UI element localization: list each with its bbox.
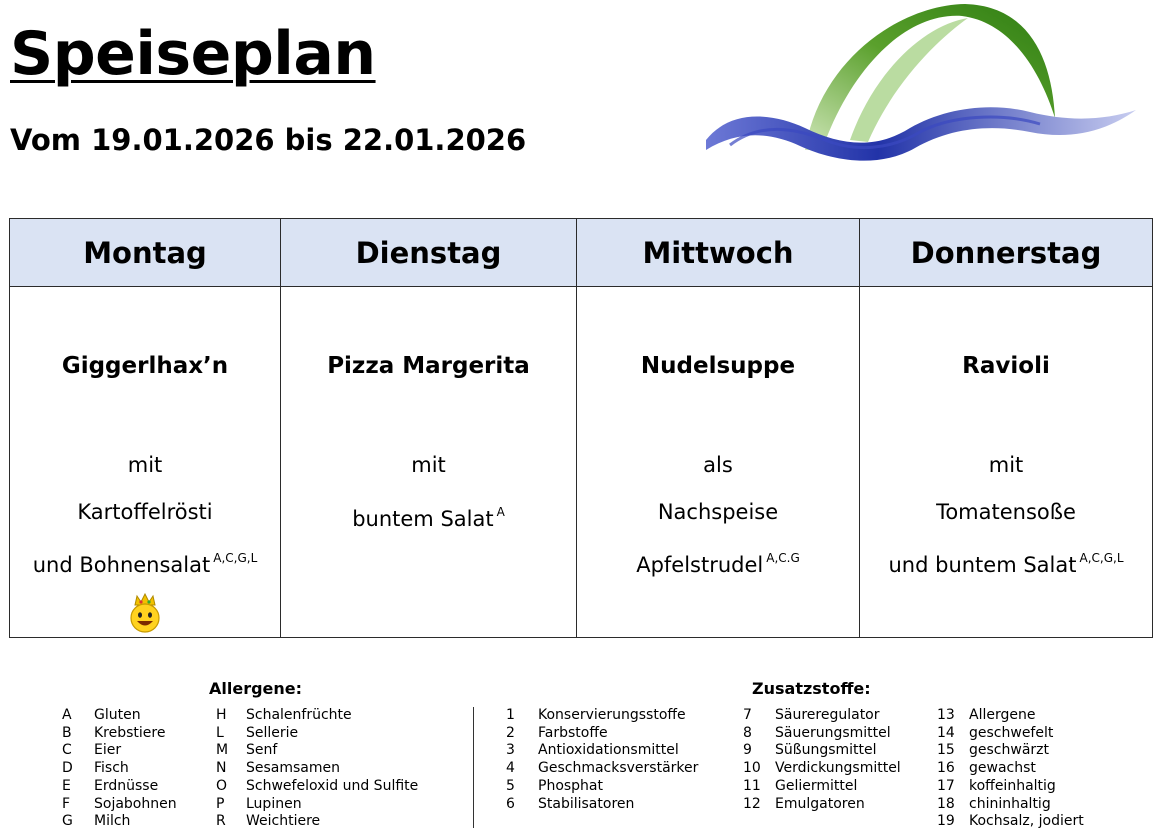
legend-code: M <box>216 742 229 759</box>
side-line: buntem Salat $^A$ <box>352 504 505 531</box>
dish-name: Giggerlhax’n <box>61 353 229 379</box>
legend-label: Eier <box>94 742 122 759</box>
legend-item <box>216 796 418 814</box>
legend-item <box>506 760 698 778</box>
legend-item <box>743 778 901 796</box>
side-line: Nachspeise <box>657 499 779 524</box>
legend-label: Antioxidationsmittel <box>538 742 679 759</box>
additives-heading: Zusatzstoffe: <box>752 679 871 698</box>
legend-code: 15 <box>937 742 955 759</box>
wave-logo <box>700 0 1140 175</box>
allergens-list-1 <box>62 707 177 831</box>
legend-item <box>216 725 418 743</box>
legend-label: Farbstoffe <box>538 724 608 741</box>
allergen-codes: A,C.G <box>766 551 800 565</box>
dish-name: Ravioli <box>962 353 1050 379</box>
legend-label: Stabilisatoren <box>538 795 635 812</box>
legend-label: Gluten <box>94 707 141 723</box>
legend-code: G <box>62 813 73 830</box>
legend-code: 6 <box>506 795 515 812</box>
additives-list-2 <box>743 707 901 813</box>
legend-code: 10 <box>743 760 761 777</box>
legend-item <box>743 707 901 725</box>
legend-code: 12 <box>743 795 761 812</box>
legend-label: geschwärzt <box>969 742 1049 759</box>
legend-item <box>506 796 698 814</box>
legend-label: Lupinen <box>246 795 302 812</box>
legend-item <box>506 742 698 760</box>
legend-item <box>216 778 418 796</box>
legend-label: Verdickungsmittel <box>775 760 901 777</box>
menu-cell-dienstag <box>281 287 577 638</box>
legend-item <box>937 707 1084 725</box>
legend-code: B <box>62 724 72 741</box>
legend-label: geschwefelt <box>969 724 1054 741</box>
legend-item <box>743 796 901 814</box>
legend-code: D <box>62 760 73 777</box>
legend-item <box>937 760 1084 778</box>
day-header-mittwoch: Mittwoch <box>577 219 860 287</box>
legend-label: Geschmacksverstärker <box>538 760 699 777</box>
legend-label: Schalenfrüchte <box>246 707 352 723</box>
legend-item <box>937 796 1084 814</box>
legend-code: 2 <box>506 724 515 741</box>
legend-item <box>62 796 177 814</box>
legend-code: 11 <box>743 777 761 794</box>
legend-label: Schwefeloxid und Sulfite <box>246 777 419 794</box>
legend-code: 16 <box>937 760 955 777</box>
side-dishes <box>577 451 859 591</box>
king-smiley-icon <box>128 593 162 638</box>
legend-label: Phosphat <box>538 777 604 794</box>
legend-label: Konservierungsstoffe <box>538 707 686 723</box>
legend-label: Süßungsmittel <box>775 742 877 759</box>
legend-label: Sellerie <box>246 724 299 741</box>
legend-code: C <box>62 742 72 759</box>
day-header-montag: Montag <box>10 219 281 287</box>
legend-item <box>216 742 418 760</box>
side-line: mit <box>127 453 163 477</box>
legend-label: Säuerungsmittel <box>775 724 891 741</box>
legend-code: O <box>216 777 228 794</box>
legend-label: Emulgatoren <box>775 795 865 812</box>
allergen-codes: A,C,G,L <box>1079 551 1124 565</box>
side-line: mit <box>411 453 446 477</box>
legend-code: 4 <box>506 760 515 777</box>
legend-item <box>937 725 1084 743</box>
legend-item <box>937 778 1084 796</box>
legend-code: 13 <box>937 707 955 723</box>
legend-item <box>506 707 698 725</box>
legend-label: Erdnüsse <box>94 777 159 794</box>
side-dishes <box>10 451 280 638</box>
legend-item <box>506 778 698 796</box>
date-range: Vom 19.01.2026 bis 22.01.2026 <box>10 123 527 157</box>
legend-code: P <box>216 795 225 812</box>
menu-cell-donnerstag <box>860 287 1153 638</box>
legend-code: 7 <box>743 707 752 723</box>
legend-item <box>62 760 177 778</box>
side-line: Kartoffelrösti <box>77 499 213 524</box>
legend-label: Milch <box>94 813 131 830</box>
legend-item <box>937 742 1084 760</box>
allergen-codes: A <box>496 504 505 519</box>
legend-label: Senf <box>246 742 278 759</box>
day-header-dienstag: Dienstag <box>281 219 577 287</box>
legend-item <box>62 742 177 760</box>
legend-item <box>506 725 698 743</box>
side-line: Tomatensoße <box>936 499 1076 524</box>
legend-code: 19 <box>937 813 955 830</box>
legend-item <box>62 778 177 796</box>
menu-table <box>9 218 1153 638</box>
legend-code: R <box>216 813 226 830</box>
legend-code: 3 <box>506 742 515 759</box>
side-line: und Bohnensalat $^{A,C,G,L}$ <box>32 551 258 577</box>
dish-name: Nudelsuppe <box>640 353 796 379</box>
side-dishes <box>860 451 1152 591</box>
legend-divider <box>473 707 474 828</box>
legend-item <box>62 725 177 743</box>
legend-label: Sojabohnen <box>94 795 177 812</box>
legend-code: F <box>62 795 71 812</box>
legend-item <box>216 813 418 831</box>
side-line: mit <box>988 453 1024 477</box>
legend-label: Geliermittel <box>775 777 858 794</box>
legend-code: N <box>216 760 227 777</box>
legend-item <box>216 760 418 778</box>
additives-list-1 <box>506 707 698 813</box>
legend-label: Säureregulator <box>775 707 880 723</box>
menu-cell-mittwoch <box>577 287 860 638</box>
legend-item <box>937 813 1084 831</box>
side-line: und buntem Salat $^{A,C,G,L}$ <box>888 551 1124 577</box>
legend-label: koffeinhaltig <box>969 777 1056 794</box>
dish-name: Pizza Margerita <box>327 353 530 379</box>
side-line: Apfelstrudel $^{A,C.G}$ <box>636 551 800 577</box>
legend-code: 14 <box>937 724 955 741</box>
legend-item <box>743 725 901 743</box>
legend-code: A <box>62 707 72 723</box>
legend-code: 9 <box>743 742 752 759</box>
side-line: als <box>703 453 733 477</box>
legend-code: E <box>62 777 71 794</box>
legend-code: 18 <box>937 795 955 812</box>
legend-label: Sesamsamen <box>246 760 341 777</box>
allergen-codes: A,C,G,L <box>213 551 258 565</box>
legend-code: 8 <box>743 724 752 741</box>
legend-item <box>62 707 177 725</box>
additives-list-3 <box>937 707 1084 831</box>
legend-item <box>743 742 901 760</box>
side-dishes <box>281 451 576 544</box>
allergens-heading: Allergene: <box>209 679 303 698</box>
legend-code: 5 <box>506 777 515 794</box>
legend-code: 17 <box>937 777 955 794</box>
legend-code: L <box>216 724 224 741</box>
legend-label: gewachst <box>969 760 1036 777</box>
legend-label: Allergene <box>969 707 1036 723</box>
legend-label: chininhaltig <box>969 795 1051 812</box>
legend-code: 1 <box>506 707 515 723</box>
day-header-donnerstag: Donnerstag <box>860 219 1153 287</box>
legend-item <box>216 707 418 725</box>
legend-label: Fisch <box>94 760 129 777</box>
legend-item <box>743 760 901 778</box>
legend-label: Krebstiere <box>94 724 166 741</box>
allergens-list-2 <box>216 707 418 831</box>
legend-code: H <box>216 707 227 723</box>
menu-cell-montag <box>10 287 281 638</box>
page-title: Speiseplan <box>10 19 376 89</box>
legend-label: Kochsalz, jodiert <box>969 813 1084 830</box>
legend-item <box>62 813 177 831</box>
legend-label: Weichtiere <box>246 813 321 830</box>
